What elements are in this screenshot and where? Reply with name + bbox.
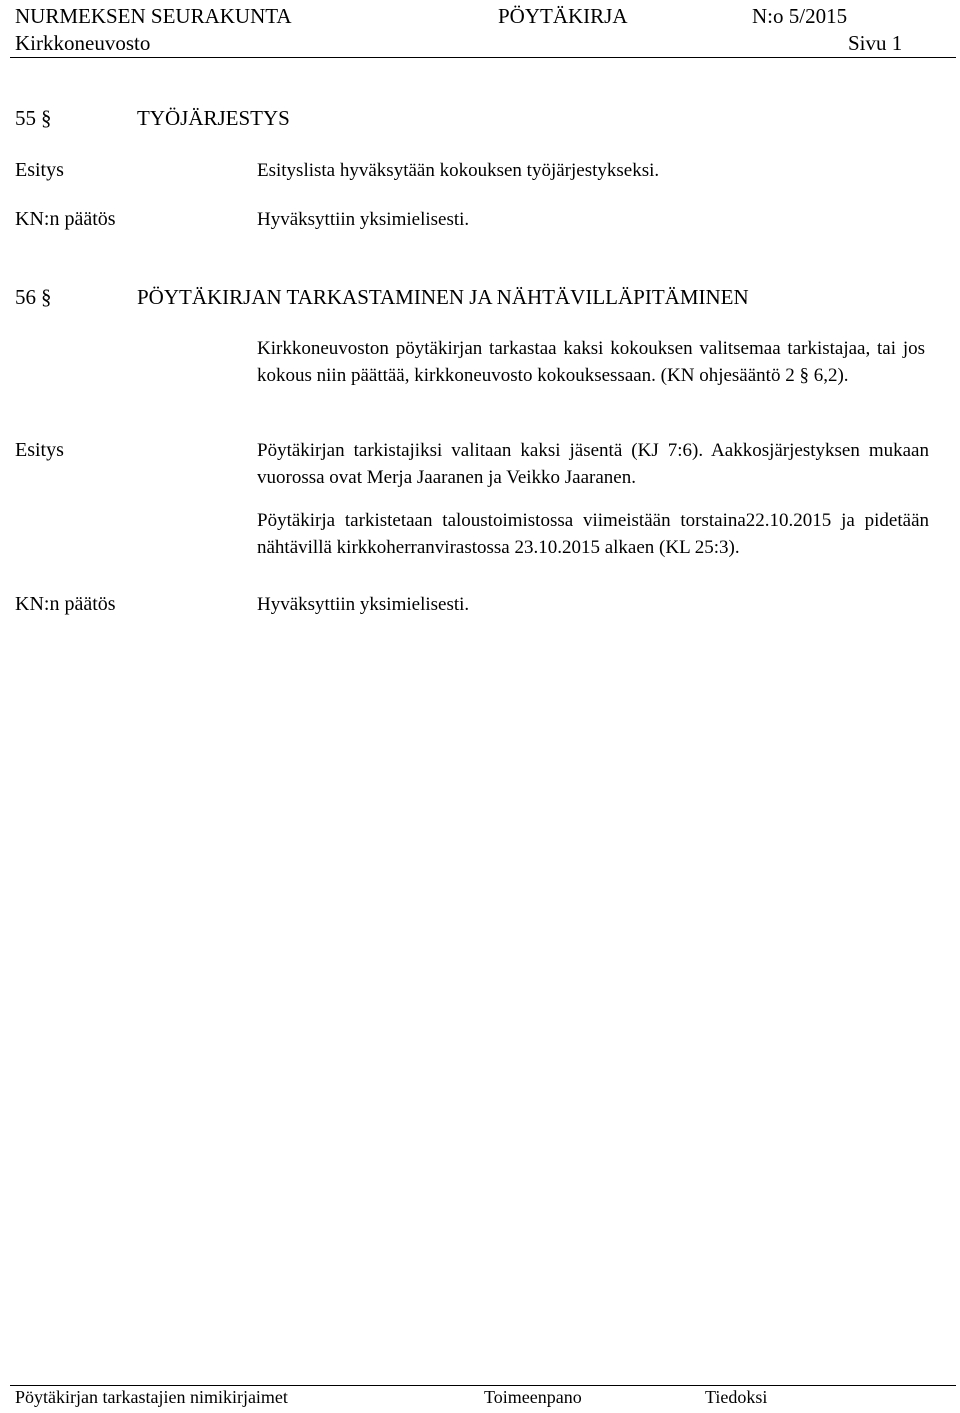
proposal-text: Esityslista hyväksytään kokouksen työjärjestykseksi. — [257, 160, 660, 181]
proposal-paragraph-1: Pöytäkirjan tarkistajiksi valitaan kaksi jäsentä (KJ 7:6). Aakkosjärjestyksen mukaan vuorossa ovat Merja Jaaranen ja Veikko Jaaranen. — [257, 440, 929, 488]
section-number: 55 — [15, 106, 36, 130]
intro-text — [257, 335, 925, 389]
section-symbol: § — [41, 285, 52, 309]
intro-paragraph: Kirkkoneuvoston pöytäkirjan tarkastaa kaksi kokouksen valitsemaa tarkistajaa, tai jos kokous niin päättää, kirkkoneuvosto kokouksessaan. (KN ohjesääntö 2 § 6,2). — [257, 338, 925, 386]
footer-initials: Pöytäkirjan tarkastajien nimikirjaimet — [15, 1387, 288, 1407]
header-number: N:o 5/2015 — [752, 4, 848, 28]
decision-label: KN:n päätös — [15, 208, 116, 230]
header-page: Sivu 1 — [848, 31, 903, 55]
proposal-label: Esitys — [15, 439, 64, 461]
footer-rule — [10, 1385, 956, 1386]
header-org: NURMEKSEN SEURAKUNTA — [15, 4, 292, 28]
proposal-label: Esitys — [15, 159, 64, 181]
decision-label: KN:n päätös — [15, 593, 116, 615]
section-number: 56 — [15, 285, 36, 309]
section-title: PÖYTÄKIRJAN TARKASTAMINEN JA NÄHTÄVILLÄPITÄMINEN — [137, 285, 749, 309]
header-rule — [10, 57, 956, 58]
header-doc-type: PÖYTÄKIRJA — [498, 4, 628, 28]
footer-execution: Toimeenpano — [484, 1387, 582, 1407]
proposal-text — [257, 437, 929, 561]
proposal-paragraph-2: Pöytäkirja tarkistetaan taloustoimistossa viimeistään torstaina22.10.2015 ja pidetään nähtävillä kirkkoherranvirastossa 23.10.2015 alkaen (KL 25:3). — [257, 510, 929, 558]
section-symbol: § — [41, 106, 52, 130]
decision-text: Hyväksyttiin yksimielisesti. — [257, 594, 470, 615]
section-title: TYÖJÄRJESTYS — [137, 106, 290, 130]
footer-notices: Tiedoksi — [705, 1387, 768, 1407]
header-body: Kirkkoneuvosto — [15, 31, 151, 55]
decision-text: Hyväksyttiin yksimielisesti. — [257, 209, 470, 230]
